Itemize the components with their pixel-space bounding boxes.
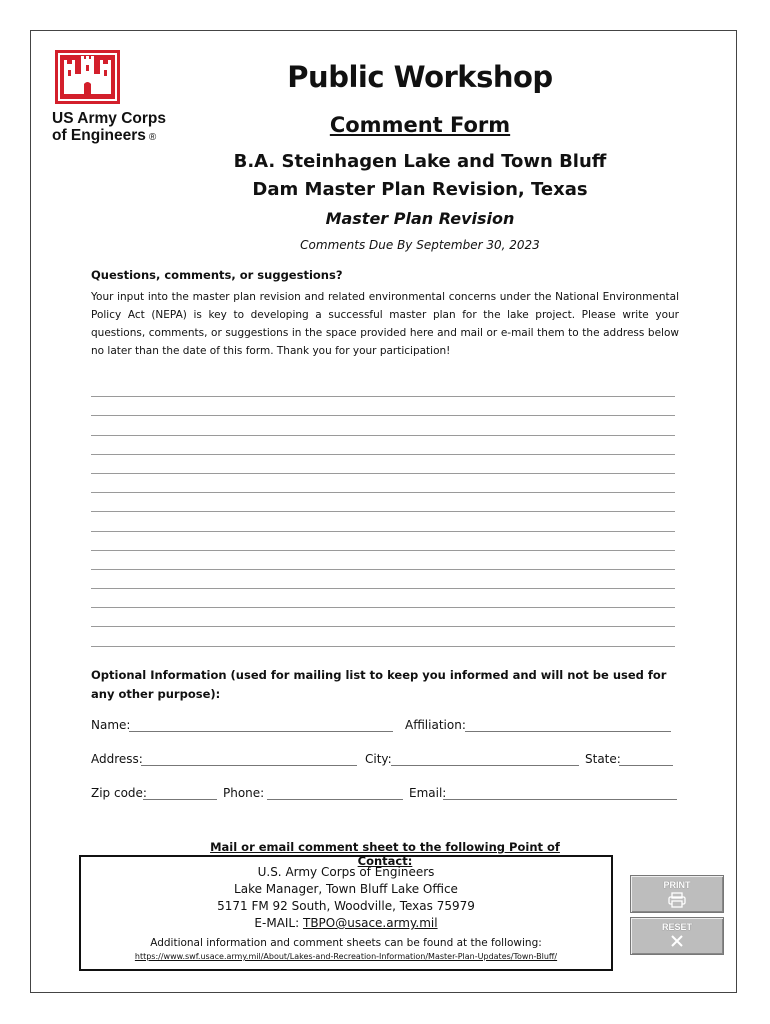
comment-line[interactable] [91,589,675,608]
contact-email-line [81,915,611,932]
printer-icon [668,892,686,908]
state-label: State: [585,752,621,766]
questions-intro: Your input into the master plan revision and related environmental concerns under the National Environmental Policy Act (NEPA) is key to developing a successful master plan for the lake project. Please write your questions, comments, or suggestions in the space provided here and mail or e-mail them to the address below no later than the date of this form. Thank you for your participation! [91,291,679,357]
due-date: Comments Due By September 30, 2023 [300,238,540,252]
comment-line[interactable] [91,532,675,551]
affiliation-field[interactable] [465,731,671,732]
print-button[interactable] [630,875,724,913]
project-title-line-2: Dam Master Plan Revision, Texas [252,179,588,200]
zip-phone-email-row [91,786,681,802]
comment-line[interactable] [91,455,675,474]
zip-label: Zip code: [91,786,147,800]
info-url-link[interactable]: https://www.swf.usace.army.mil/About/Lakes-and-Recreation-Information/Master-Plan-Updates/Town-Bluff/ [134,952,558,961]
optional-info-heading: Optional Information (used for mailing list to keep you informed and will not be used for any other purpose): [91,668,667,701]
phone-field[interactable] [267,799,403,800]
contact-address: 5171 FM 92 South, Woodville, Texas 75979 [217,899,475,913]
logo-wordmark [52,110,182,146]
reset-button-label: RESET [661,922,692,932]
comment-area[interactable] [91,378,675,647]
registered-mark: ® [148,132,157,143]
address-field[interactable] [141,765,357,766]
address-row [91,752,681,768]
usace-logo [52,50,182,146]
name-field[interactable] [129,731,393,732]
page-title: Public Workshop [287,60,553,94]
plan-heading: Master Plan Revision [325,209,515,228]
x-icon [670,934,684,948]
castle-icon [55,50,120,104]
comment-line[interactable] [91,474,675,493]
name-label: Name: [91,718,131,732]
logo-line-1: US Army Corps [52,110,166,127]
state-field[interactable] [619,765,673,766]
affiliation-label: Affiliation: [405,718,466,732]
comment-line[interactable] [91,397,675,416]
reset-button[interactable] [630,917,724,955]
name-affiliation-row [91,718,681,734]
comment-line[interactable] [91,627,675,646]
contact-org: U.S. Army Corps of Engineers [257,865,435,879]
comment-line[interactable] [91,608,675,627]
comment-line[interactable] [91,570,675,589]
city-field[interactable] [391,765,579,766]
print-button-label: PRINT [663,880,691,890]
contact-email-link[interactable]: TBPO@usace.army.mil [302,916,438,930]
form-subtitle: Comment Form [329,113,511,137]
city-label: City: [365,752,392,766]
project-title-line-1: B.A. Steinhagen Lake and Town Bluff [233,151,607,172]
email-field[interactable] [443,799,677,800]
contact-box [79,855,613,971]
logo-line-2 [52,127,182,146]
questions-heading: Questions, comments, or suggestions? [91,268,343,282]
address-label: Address: [91,752,143,766]
comment-line[interactable] [91,512,675,531]
email-label: Email: [409,786,447,800]
project-title [180,148,660,204]
contact-office: Lake Manager, Town Bluff Lake Office [234,882,458,896]
comment-line[interactable] [91,493,675,512]
contact-email-prefix: E-MAIL: [254,916,303,930]
contact-heading: Mail or email comment sheet to the following Point of Contact: [210,840,560,868]
logo-line-2-text: of Engineers [52,127,146,144]
phone-label: Phone: [223,786,265,800]
comment-line[interactable] [91,378,675,397]
zip-field[interactable] [143,799,217,800]
comment-line[interactable] [91,551,675,570]
comment-line[interactable] [91,416,675,435]
additional-info-text: Additional information and comment sheets can be found at the following: [150,937,542,949]
comment-line[interactable] [91,436,675,455]
